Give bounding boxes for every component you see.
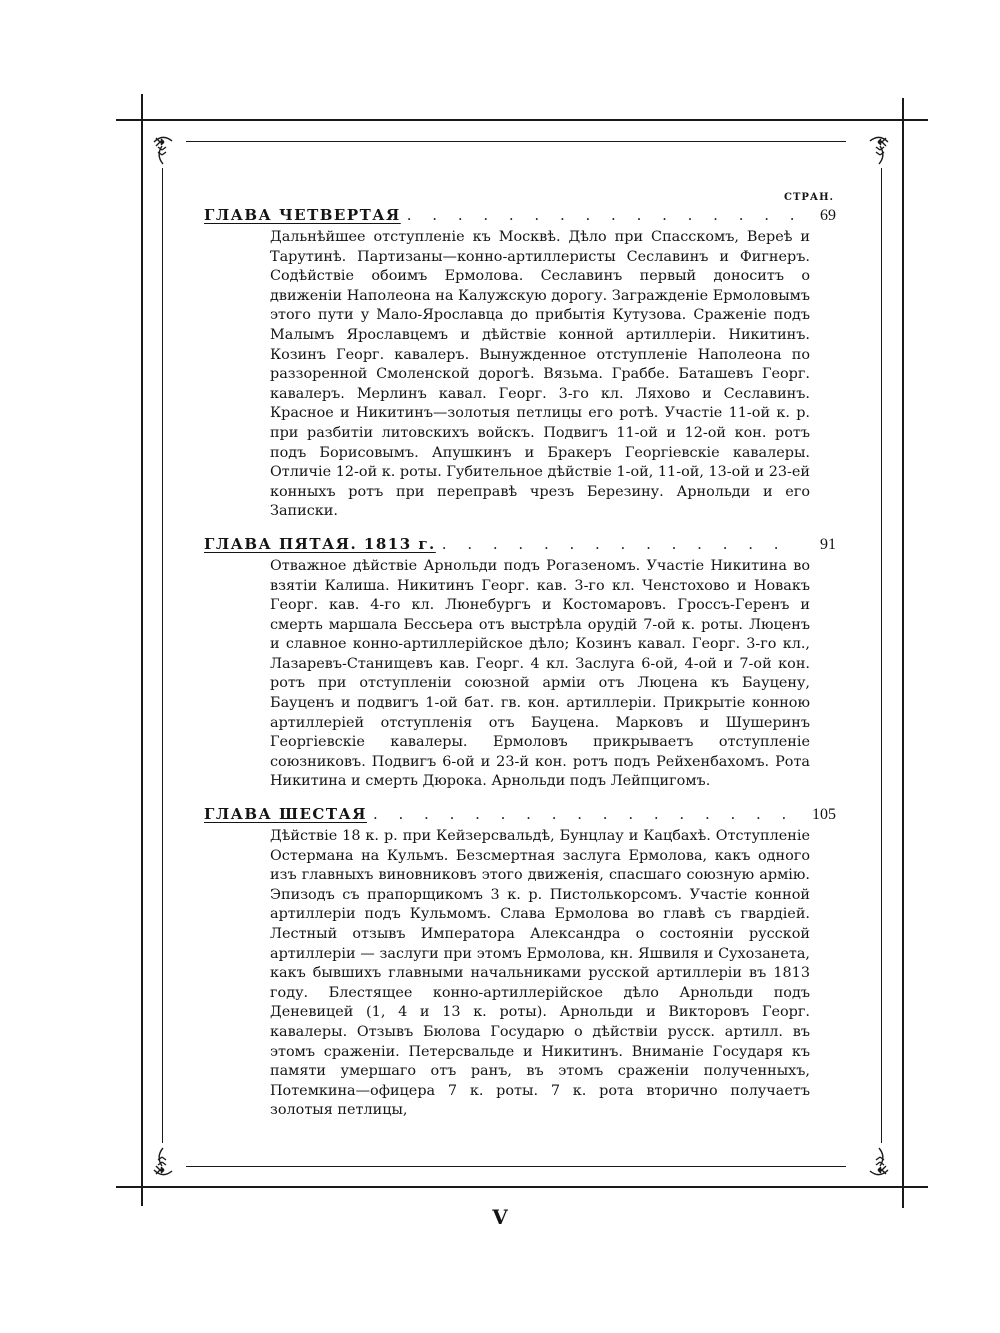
table-of-contents [204, 192, 836, 1134]
chapter-page-number: 105 [812, 806, 836, 824]
chapter-summary: Дальнѣйшее отступленіе къ Москвѣ. Дѣло при Спасскомъ, Вереѣ и Тарутинѣ. Партизаны—конно-артиллеристы Сеславинъ и Фигнеръ. Содѣйствіе обоимъ Ермолова. Сеславинъ первый доноситъ о движеніи Наполеона на Калужскую дорогу. Загражденіе Ермоловымъ этого пути у Мало-Ярославца до прибытія Кутузова. Сраженіе подъ Малымъ Ярославцемъ и дѣйствіе конной артиллеріи. Никитинъ. Козинъ Георг. кавалеръ. Вынужденное отступленіе Наполеона по раззоренной Смоленской дорогѣ. Вязьма. Граббе. Баташевъ Георг. кавалеръ. Мерлинъ кавал. Георг. 3-го кл. Ляхово и Сеславинъ. Красное и Никитинъ—золотыя петлицы его ротѣ. Участіе 11-ой к. р. при разбитіи литовскихъ войскъ. Подвигъ 11-ой и 12-ой кон. ротъ подъ Борисовымъ. Апушкинъ и Бракеръ Георгіевскіе кавалеры. Отличіе 12-ой к. роты. Губительное дѣйствіе 1-ой, 11-ой, 13-ой и 23-ей конныхъ ротъ при переправѣ чрезъ Березину. Арнольди и его Записки. [270, 229, 810, 520]
inner-top-rule [186, 141, 846, 142]
corner-ornament-top-right-icon [848, 128, 892, 172]
chapter-entry [204, 805, 836, 1121]
chapter-page-number: 69 [820, 207, 836, 224]
page-folio: V [492, 1205, 508, 1229]
chapter-summary: Отважное дѣйствіе Арнольди подъ Рогазеномъ. Участіе Никитина во взятіи Калиша. Никитинъ Георг. кав. 3-го кл. Ченстохово и Новакъ Георг. кав. 4-го кл. Люнебургъ и Костомаровъ. Гроссъ-Геренъ и смерть маршала Бессьера отъ выстрѣла орудій 7-ой к. роты. Люценъ и славное конно-артиллерійское дѣло; Козинъ кавал. Георг. 3-го кл., Лазаревъ-Станищевъ кав. Георг. 4 кл. Заслуга 6-ой, 4-ой и 7-ой кон. ротъ при отступленіи союзной арміи отъ Люцена къ Бауцену, Бауценъ и подвигъ 1-ой бат. гв. кон. артиллеріи. Прикрытіе конною артиллеріей отступленія отъ Бауцена. Марковъ и Шушеринъ Георгіевскіе кавалеры. Ермоловъ прикрываетъ отступленіе союзниковъ. Подвигъ 6-ой и 23-й кон. ротъ подъ Рейхенбахомъ. Рота Никитина и смерть Дюрока. Арнольди подъ Лейпцигомъ. [270, 557, 810, 790]
chapter-title: ГЛАВА ПЯТАЯ. 1813 г. [204, 534, 436, 553]
chapter-heading-row [204, 805, 836, 827]
chapter-entry [204, 535, 836, 792]
inner-bottom-rule [186, 1166, 846, 1167]
chapter-title: ГЛАВА ЧЕТВЕРТАЯ [204, 206, 401, 224]
chapter-heading-row [204, 535, 836, 557]
top-outer-rule [116, 119, 928, 121]
corner-ornament-top-left-icon [150, 128, 194, 172]
dot-leader [373, 805, 800, 823]
dot-leader [442, 535, 800, 553]
chapter-heading-row [204, 206, 836, 228]
chapter-title: ГЛАВА ШЕСТАЯ [204, 805, 367, 824]
corner-ornament-bottom-left-icon [150, 1140, 194, 1184]
chapter-entry [204, 206, 836, 522]
inner-right-rule [881, 168, 882, 1143]
inner-left-rule [162, 168, 163, 1143]
page-column-label: СТРАН. [784, 192, 834, 203]
dot-leader [407, 206, 800, 224]
corner-ornament-bottom-right-icon [848, 1140, 892, 1184]
chapter-summary: Дѣйствіе 18 к. р. при Кейзерсвальдѣ, Бунцлау и Кацбахѣ. Отступленіе Остермана на Кульмъ. Безсмертная заслуга Ермолова, какъ одного изъ главныхъ виновниковъ этого движенія, спасшаго союзную армію. Эпизодъ съ прапорщикомъ 3 к. р. Пистолькорсомъ. Участіе конной артиллеріи подъ Кульмомъ. Слава Ермолова во главѣ съ гвардіей. Лестный отзывъ Императора Александра о состояніи русской артиллеріи — заслуги при этомъ Ермолова, кн. Яшвиля и Сухозанета, какъ бывшихъ главными начальниками русской артиллеріи въ 1813 году. Блестящее конно-артиллерійское дѣло Арнольди подъ Деневицей (1, 4 и 13 к. роты). Арнольди и Викторовъ Георг. кавалеры. Отзывъ Бюлова Государю о дѣйствіи русск. артилл. въ этомъ сраженіи. Петерсвальде и Никитинъ. Вниманіе Государя къ памяти умершаго отъ ранъ, въ этомъ сраженіи полученныхъ, Потемкина—офицера 7 к. роты. 7 к. рота вторично получаетъ золотыя петлицы, [270, 828, 810, 1119]
bottom-outer-rule [116, 1186, 928, 1188]
chapter-page-number: 91 [820, 535, 836, 553]
left-outer-rule [141, 94, 143, 1206]
right-outer-rule [902, 98, 904, 1208]
